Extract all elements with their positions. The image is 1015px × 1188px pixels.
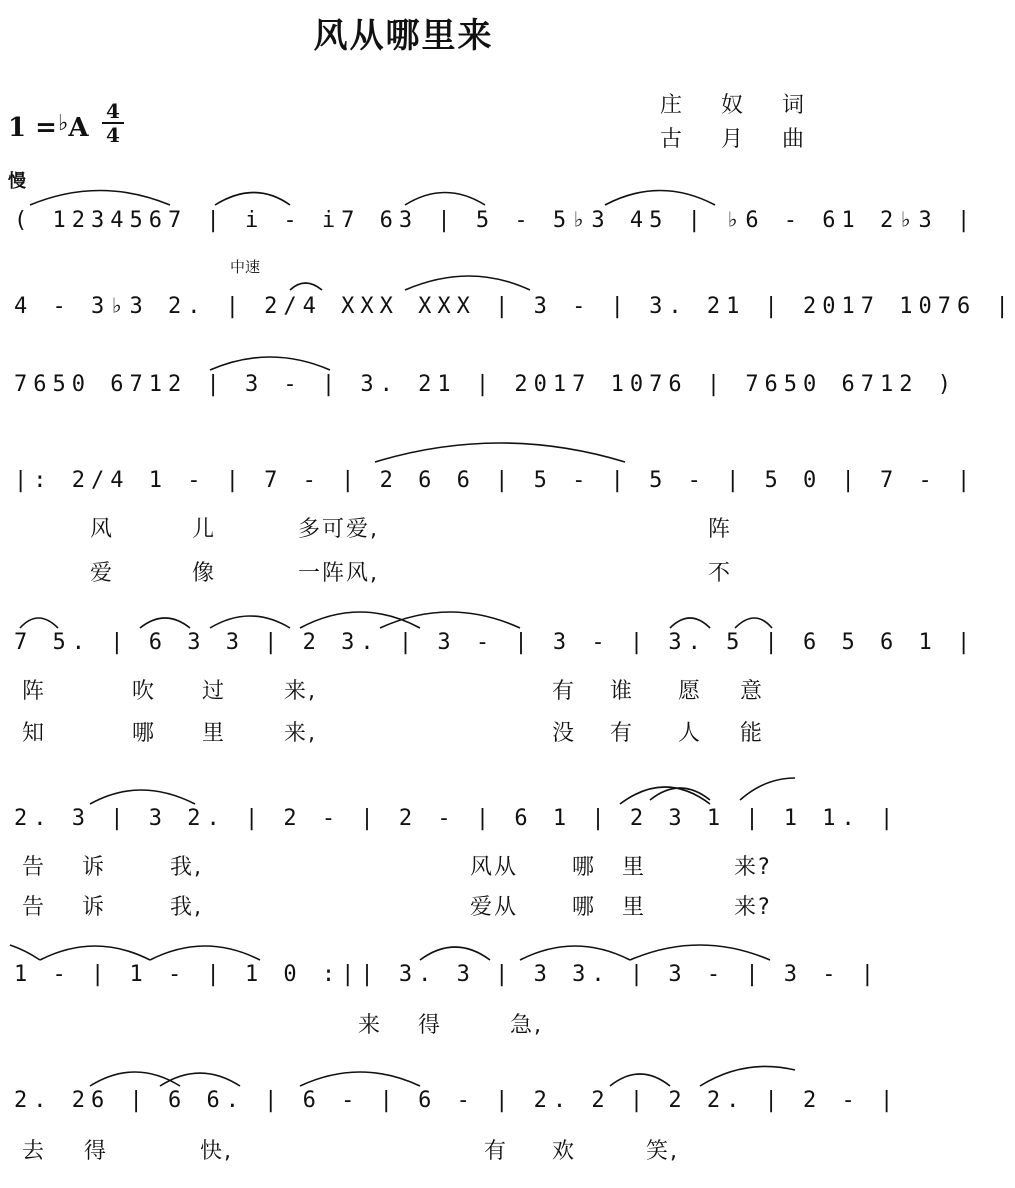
system-5-lyric2-a: 知 [22, 721, 47, 746]
composer-credit: 古 月 曲 [660, 127, 820, 152]
system-5-lyric1-h: 意 [740, 679, 765, 704]
system-6-lyric1-e: 哪 [572, 855, 597, 880]
slur-sys8-b [160, 1073, 240, 1086]
system-5-lyric2-g: 人 [678, 721, 703, 746]
song-title: 风从哪里来 [313, 16, 494, 56]
system-4-lyric2-a: 爱 [90, 561, 115, 586]
slur-sys1-d [605, 191, 715, 206]
slur-sys5-e [380, 612, 520, 628]
slur-sys5-b [140, 618, 190, 628]
system-6-lyric2-a: 告 [22, 895, 47, 920]
system-3-notes: 7650 6712 | 3 - | 3. 21 | 2017 1076 | 7650 6712 ) [14, 372, 958, 397]
system-5-lyric1-d: 来, [284, 679, 317, 704]
slur-sys7-a [10, 945, 40, 960]
slur-sys8-c [300, 1072, 420, 1086]
system-7-lyric1-b: 得 [418, 1013, 443, 1038]
slur-sys7-d [420, 947, 490, 960]
slur-sys5-c [210, 616, 290, 628]
slur-sys6-b [620, 787, 710, 804]
system-5-lyric1-b: 吹 [132, 679, 157, 704]
system-4-lyric1-d: 阵 [708, 517, 733, 542]
system-5-lyric1-g: 愿 [678, 679, 703, 704]
system-4-lyric2-d: 不 [708, 561, 733, 586]
slur-sys7-b [40, 946, 150, 960]
flat-sign: ♭ [57, 110, 69, 136]
system-4-lyric1-c: 多可爱, [298, 517, 379, 542]
slur-sys7-e [520, 946, 630, 960]
system-6-lyric2-c: 我, [170, 895, 203, 920]
system-4-lyric2-b: 像 [192, 561, 217, 586]
system-6-lyric2-d: 爱从 [470, 895, 519, 920]
system-6-lyric1-g: 来? [734, 855, 772, 880]
slur-sys8-d [610, 1074, 670, 1086]
system-8-lyric1-b: 得 [84, 1139, 109, 1164]
system-8-lyric1-a: 去 [22, 1139, 47, 1164]
slur-sys6-d [740, 778, 795, 800]
time-top: 4 [106, 99, 120, 123]
slur-intro [30, 191, 170, 206]
key-note: A [68, 113, 89, 143]
system-5-lyric2-d: 来, [284, 721, 317, 746]
slur-sys8-e [700, 1066, 795, 1086]
system-6-lyric1-a: 告 [22, 855, 47, 880]
slur-sys1-b [215, 193, 290, 206]
slur-sys2-a [290, 283, 322, 290]
system-5-lyric2-b: 哪 [132, 721, 157, 746]
slur-sys6-a [90, 790, 195, 804]
slur-sys7-f [630, 945, 770, 960]
system-2-notes: 4 - 3♭3 2. | 2/4 XXX XXX | 3 - | 3. 21 | 2017 1076 | [14, 294, 1015, 319]
system-4-notes: |: 2/4 1 - | 7 - | 2 6 6 | 5 - | 5 - | 5 0 | 7 - | [14, 468, 977, 493]
system-5-lyric2-e: 没 [552, 721, 577, 746]
system-6-lyric2-g: 来? [734, 895, 772, 920]
system-6-lyric2-f: 里 [622, 895, 647, 920]
system-8-notes: 2. 26 | 6 6. | 6 - | 6 - | 2. 2 | 2 2. | 2 - | [14, 1088, 900, 1113]
system-6-lyric1-f: 里 [622, 855, 647, 880]
system-5-lyric2-f: 有 [610, 721, 635, 746]
system-6-lyric1-d: 风从 [470, 855, 519, 880]
slur-sys8-a [90, 1072, 180, 1086]
system-5-lyric1-a: 阵 [22, 679, 47, 704]
slur-sys5-a [20, 618, 58, 628]
slur-sys3-a [210, 357, 330, 370]
tempo-middle: 中速 [230, 258, 261, 276]
system-5-lyric2-h: 能 [740, 721, 765, 746]
system-5-lyric1-e: 有 [552, 679, 577, 704]
system-6-lyric2-e: 哪 [572, 895, 597, 920]
lyricist-credit: 庄 奴 词 [660, 93, 820, 118]
slur-sys5-f [670, 618, 710, 628]
system-1-notes: ( 1234567 | i - i7 63 | 5 - 5♭3 45 | ♭6 - 61 2♭3 | [14, 208, 977, 233]
slur-sys4-a [375, 443, 625, 462]
system-7-notes: 1 - | 1 - | 1 0 :|| 3. 3 | 3 3. | 3 - | 3 - | [14, 962, 881, 987]
system-6-lyric1-b: 诉 [82, 855, 107, 880]
slur-sys2-b [405, 276, 530, 290]
slur-sys7-c [150, 946, 260, 960]
system-4-lyric1-a: 风 [90, 517, 115, 542]
system-6-lyric2-b: 诉 [82, 895, 107, 920]
system-8-lyric1-e: 欢 [552, 1139, 577, 1164]
system-5-lyric2-c: 里 [202, 721, 227, 746]
system-7-lyric1-c: 急, [510, 1013, 543, 1038]
system-4-lyric2-c: 一阵风, [298, 561, 379, 586]
system-5-lyric1-f: 谁 [610, 679, 635, 704]
tempo-intro: 慢 [8, 171, 26, 192]
system-5-lyric1-c: 过 [202, 679, 227, 704]
system-8-lyric1-c: 快, [200, 1139, 233, 1164]
system-6-lyric1-c: 我, [170, 855, 203, 880]
time-bottom: 4 [102, 122, 124, 146]
system-4-lyric1-b: 儿 [192, 517, 217, 542]
system-8-lyric1-d: 有 [484, 1139, 509, 1164]
system-8-lyric1-f: 笑, [646, 1139, 679, 1164]
system-5-notes: 7 5. | 6 3 3 | 2 3. | 3 - | 3 - | 3. 5 | 6 5 6 1 | [14, 630, 977, 655]
system-7-lyric1-a: 来 [358, 1013, 383, 1038]
slur-sys5-g [735, 618, 772, 628]
slur-sys1-c [405, 193, 485, 206]
key-prefix: 1 = [8, 113, 57, 143]
system-6-notes: 2. 3 | 3 2. | 2 - | 2 - | 6 1 | 2 3 1 | 1 1. | [14, 806, 900, 831]
